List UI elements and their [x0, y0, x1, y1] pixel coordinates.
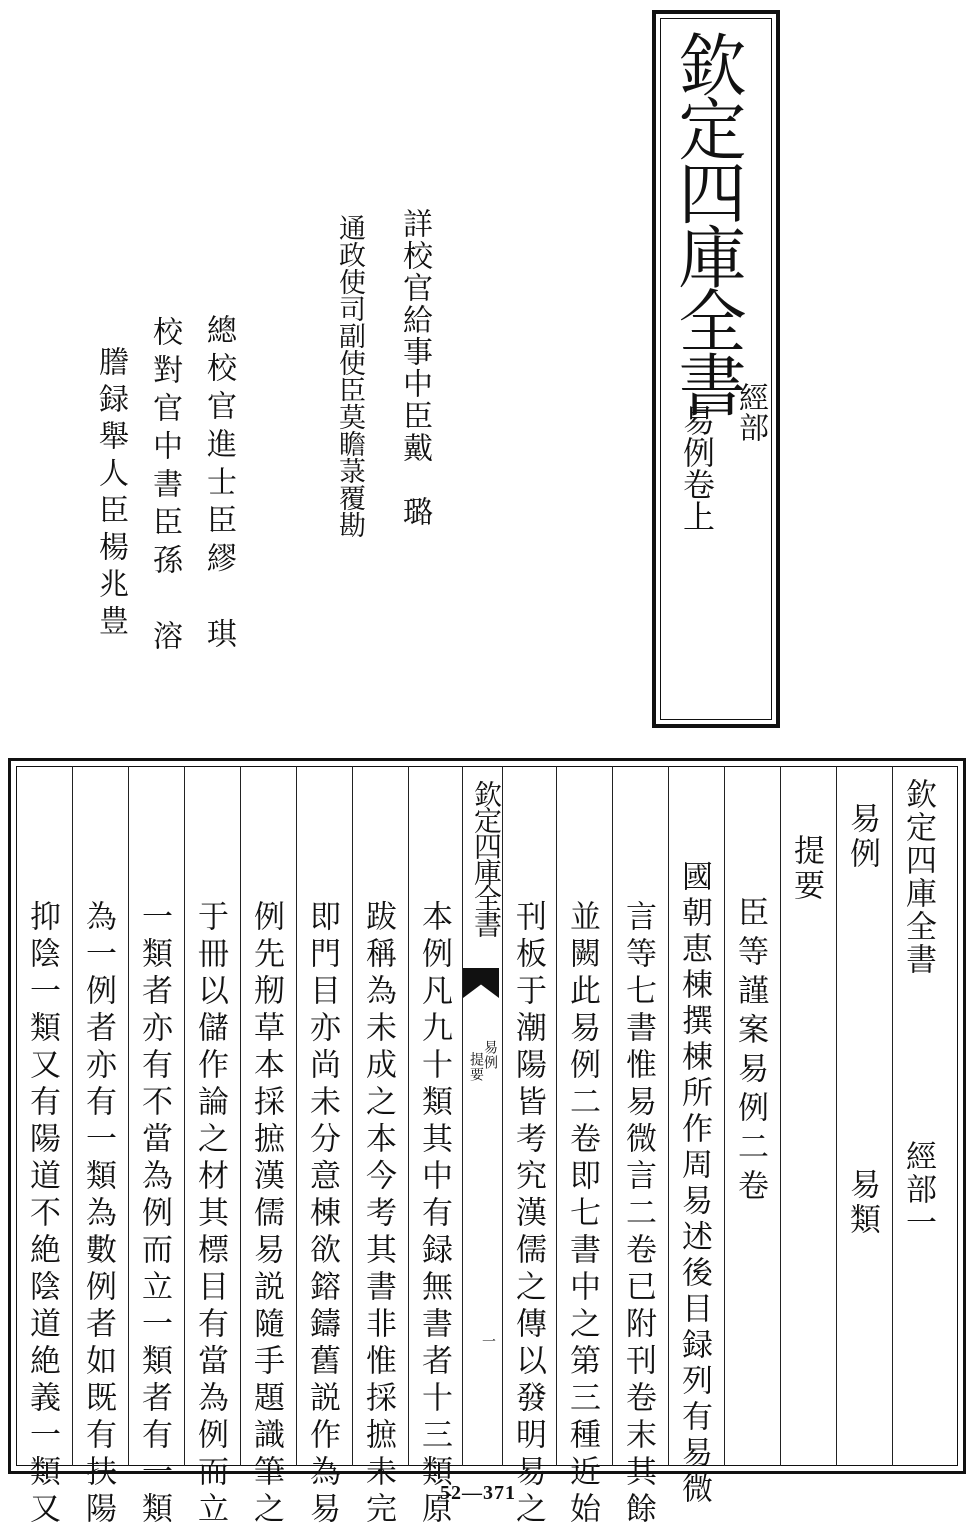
- text-column: 國朝恵棟撰棟所作周易述後目録列有易微: [676, 860, 712, 1508]
- cover-category: 經部: [733, 382, 768, 442]
- page-header-category: 經部一: [900, 1140, 936, 1239]
- strip-title: 欽定四庫全書: [470, 780, 503, 936]
- staff-proofreader-b: 通政使司副使臣莫瞻菉覆勘: [334, 214, 365, 538]
- text-column: 即門目亦尚未分意棟欲鎔鑄舊説作為易: [304, 900, 340, 1529]
- book-class: 易類: [844, 1168, 880, 1238]
- column-rule: [892, 766, 893, 1466]
- section-heading: 提要: [788, 834, 824, 904]
- column-rule: [128, 766, 129, 1466]
- column-rule: [780, 766, 781, 1466]
- text-column: 為一例者亦有一類為數例者如既有扶陽: [80, 900, 116, 1529]
- strip-book: 易例: [482, 1040, 498, 1070]
- text-column: 例先剏草本採摭漢儒易説隨手題識筆之: [248, 900, 284, 1529]
- strip-section: 提要: [468, 1052, 484, 1082]
- text-column: 臣等謹案易例二卷: [732, 896, 768, 1208]
- staff-proofreader-a: 詳校官給事中臣戴 璐: [397, 208, 432, 528]
- column-rule: [72, 766, 73, 1466]
- text-column: 言等七書惟易微言二卷已附刊卷末其餘: [620, 900, 656, 1529]
- text-column: 抑陰一類又有陽道不絶陰道絶義一類又: [24, 900, 60, 1529]
- column-rule: [836, 766, 837, 1466]
- staff-chief-proofreader: 總校官進士臣繆 琪: [201, 314, 236, 656]
- staff-copyist: 謄録舉人臣楊兆豊: [93, 346, 128, 642]
- strip-leaf-number: 一: [480, 1334, 496, 1348]
- column-rule: [668, 766, 669, 1466]
- text-column: 本例凡九十類其中有録無書者十三類原: [416, 900, 452, 1529]
- column-rule: [352, 766, 353, 1466]
- text-column: 一類者亦有不當為例而立一類者有一類: [136, 900, 172, 1529]
- text-column: 于冊以儲作論之材其標目有當為例而立: [192, 900, 228, 1529]
- cover-title: 欽定四庫全書: [667, 30, 746, 414]
- staff-collator: 校對官中書臣孫 溶: [147, 316, 182, 658]
- column-rule: [296, 766, 297, 1466]
- text-column: 並闕此易例二卷即七書中之第三種近始: [564, 900, 600, 1529]
- text-column: 跋稱為未成之本今考其書非惟採摭未完: [360, 900, 396, 1529]
- page-header-title: 欽定四庫全書: [900, 778, 936, 976]
- column-rule: [612, 766, 613, 1466]
- column-rule: [240, 766, 241, 1466]
- cover-volume: 易例卷上: [678, 404, 716, 532]
- text-column: 刊板于潮陽皆考究漢儒之傳以發明易之: [510, 900, 546, 1529]
- column-rule: [184, 766, 185, 1466]
- column-rule: [724, 766, 725, 1466]
- footer-page-number: 52—371: [440, 1482, 516, 1504]
- column-rule: [408, 766, 409, 1466]
- book-title: 易例: [844, 802, 880, 872]
- column-rule: [556, 766, 557, 1466]
